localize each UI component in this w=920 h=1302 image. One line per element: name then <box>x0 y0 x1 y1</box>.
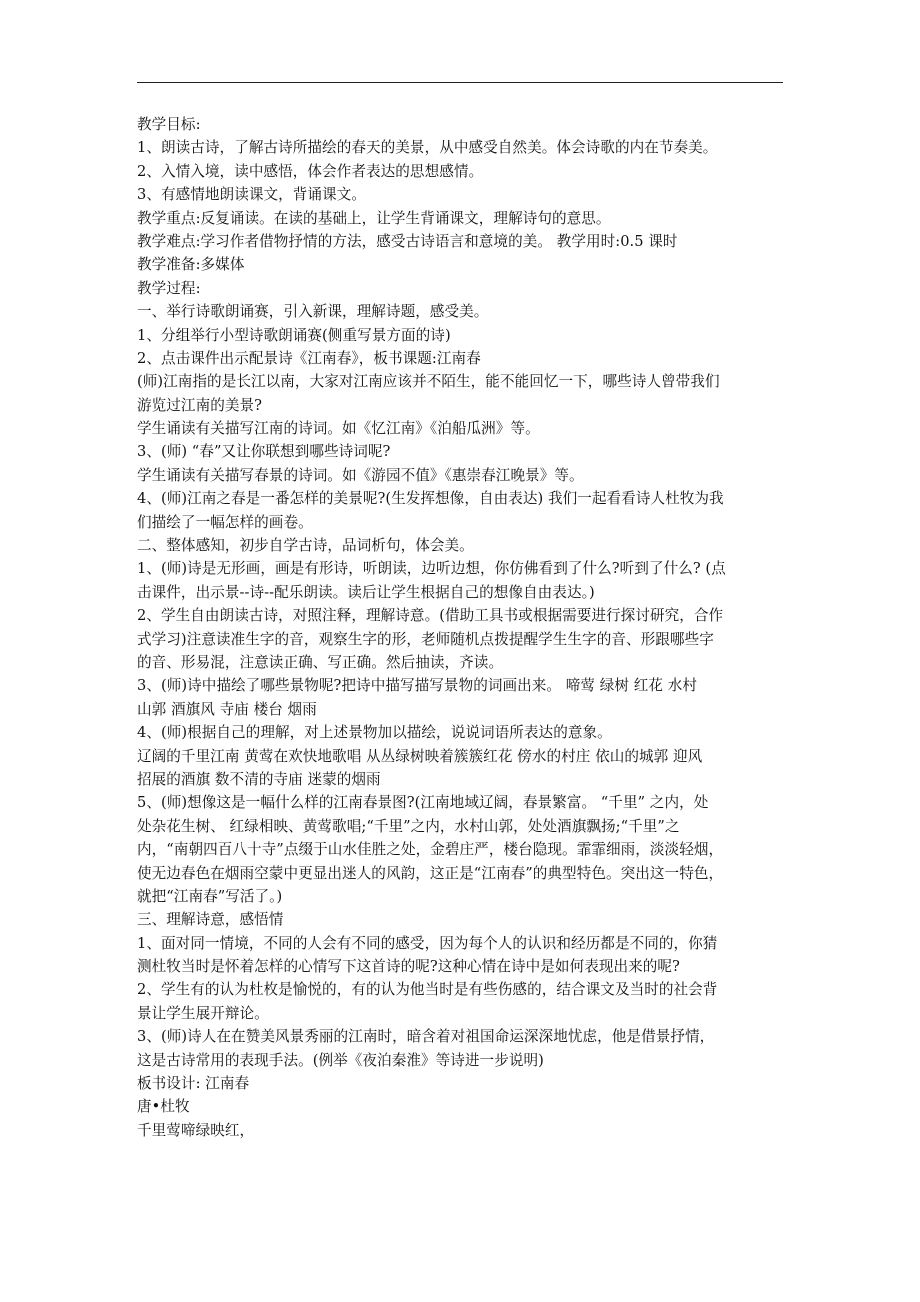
text-line: 测杜牧当时是怀着怎样的心情写下这首诗的呢?这种心情在诗中是如何表现出来的呢? <box>137 958 680 976</box>
text-line: 1、朗读古诗，了解古诗所描绘的春天的美景，从中感受自然美。体会诗歌的内在节奏美。 <box>137 139 718 157</box>
text-line: 3、有感情地朗读课文，背诵课文。 <box>137 186 366 204</box>
text-line: 2、入情入境，读中感悟，体会作者表达的思想感情。 <box>137 162 484 180</box>
text-line: 处杂花生树、 红绿相映、黄莺歌唱;“千里”之内，水村山郭，处处酒旗飘扬;“千里”之 <box>137 817 680 835</box>
text-line: 教学过程: <box>137 279 201 297</box>
text-line: 千里莺啼绿映红， <box>137 1121 255 1139</box>
text-line: 三、理解诗意，感悟情 <box>137 911 284 929</box>
text-line: 式学习)注意读准生字的音，观察生字的形，老师随机点拨提醒学生生字的音、形跟哪些字 <box>137 630 714 648</box>
text-line: 4、(师)根据自己的理解，对上述景物加以描绘，说说词语所表达的意象。 <box>137 724 612 742</box>
text-line: 就把“江南春”写活了。) <box>137 887 283 905</box>
text-line: 1、(师)诗是无形画，画是有形诗，听朗读，边听边想，你仿佛看到了什么?听到了什么? (点 <box>137 560 726 578</box>
text-line: 这是古诗常用的表现手法。(例举《夜泊秦淮》等诗进一步说明) <box>137 1051 544 1069</box>
text-line: 5、(师)想像这是一幅什么样的江南春景图?(江南地域辽阔，春景繁富。 “千里” 之内，处 <box>137 794 709 812</box>
text-line: (师)江南指的是长江以南，大家对江南应该并不陌生，能不能回忆一下，哪些诗人曾带我们 <box>137 373 720 391</box>
text-line: 1、面对同一情境，不同的人会有不同的感受，因为每个人的认识和经历都是不同的，你猜 <box>137 934 718 952</box>
text-line: 击课件，出示景--诗--配乐朗读。读后让学生根据自己的想像自由表达。) <box>137 583 595 601</box>
text-line: 辽阔的千里江南 黄莺在欢快地歌唱 从丛绿树映着簇簇红花 傍水的村庄 依山的城郭 迎风 <box>137 747 703 765</box>
text-line: 学生诵读有关描写江南的诗词。如《忆江南》《泊船瓜洲》等。 <box>137 420 540 438</box>
text-line: 二、整体感知，初步自学古诗，品词析句，体会美。 <box>137 537 474 555</box>
text-line: 唐•杜牧 <box>137 1098 190 1116</box>
text-line: 学生诵读有关描写春景的诗词。如《游园不值》《惠崇春江晚景》等。 <box>137 466 584 484</box>
text-line: 招展的酒旗 数不清的寺庙 迷蒙的烟雨 <box>137 770 381 788</box>
header-rule <box>137 82 783 83</box>
text-line: 2、学生有的认为杜枚是愉悦的，有的认为他当时是有些伤感的，结合课文及当时的社会背 <box>137 981 718 999</box>
text-line: 们描绘了一幅怎样的画卷。 <box>137 513 313 531</box>
text-line: 景让学生展开辩论。 <box>137 1004 269 1022</box>
text-line: 3、(师) “春”又让你联想到哪些诗词呢? <box>137 443 391 461</box>
text-line: 内，“南朝四百八十寺”点缀于山水佳胜之处，金碧庄严，楼台隐现。霏霏细雨，淡淡轻烟， <box>137 841 724 859</box>
text-line: 4、(师)江南之春是一番怎样的美景呢?(生发挥想像，自由表达) 我们一起看看诗人杜牧为我 <box>137 490 724 508</box>
text-line: 2、点击课件出示配景诗《江南春》，板书课题:江南春 <box>137 349 481 367</box>
text-line: 游览过江南的美景? <box>137 396 263 414</box>
text-line: 山郭 酒旗风 寺庙 楼台 烟雨 <box>137 700 317 718</box>
text-line: 的音、形易混，注意读正确、写正确。然后抽读，齐读。 <box>137 653 504 671</box>
text-line: 2、学生自由朗读古诗，对照注释，理解诗意。(借助工具书或根据需要进行探讨研究，合作 <box>137 607 724 625</box>
text-line: 3、(师)诗中描绘了哪些景物呢?把诗中描写描写景物的词画出来。 啼莺 绿树 红花 水村 <box>137 677 697 695</box>
text-line: 教学准备:多媒体 <box>137 256 245 274</box>
text-line: 教学目标: <box>137 116 201 133</box>
text-line: 一、举行诗歌朗诵赛，引入新课，理解诗题，感受美。 <box>137 303 489 321</box>
text-line: 教学重点:反复诵读。在读的基础上，让学生背诵课文，理解诗句的意思。 <box>137 209 611 227</box>
text-line: 使无边春色在烟雨空蒙中更显出迷人的风韵，这正是“江南春”的典型特色。突出这一特色， <box>137 864 724 882</box>
text-line: 板书设计: 江南春 <box>137 1075 250 1093</box>
text-line: 3、(师)诗人在在赞美风景秀丽的江南时，暗含着对祖国命运深深地忧虑，他是借景抒情， <box>137 1028 715 1046</box>
text-line: 1、分组举行小型诗歌朗诵赛(侧重写景方面的诗) <box>137 326 451 344</box>
text-line: 教学难点:学习作者借物抒情的方法，感受古诗语言和意境的美。 教学用时:0.5 课时 <box>137 232 678 250</box>
document-body <box>137 113 792 1142</box>
